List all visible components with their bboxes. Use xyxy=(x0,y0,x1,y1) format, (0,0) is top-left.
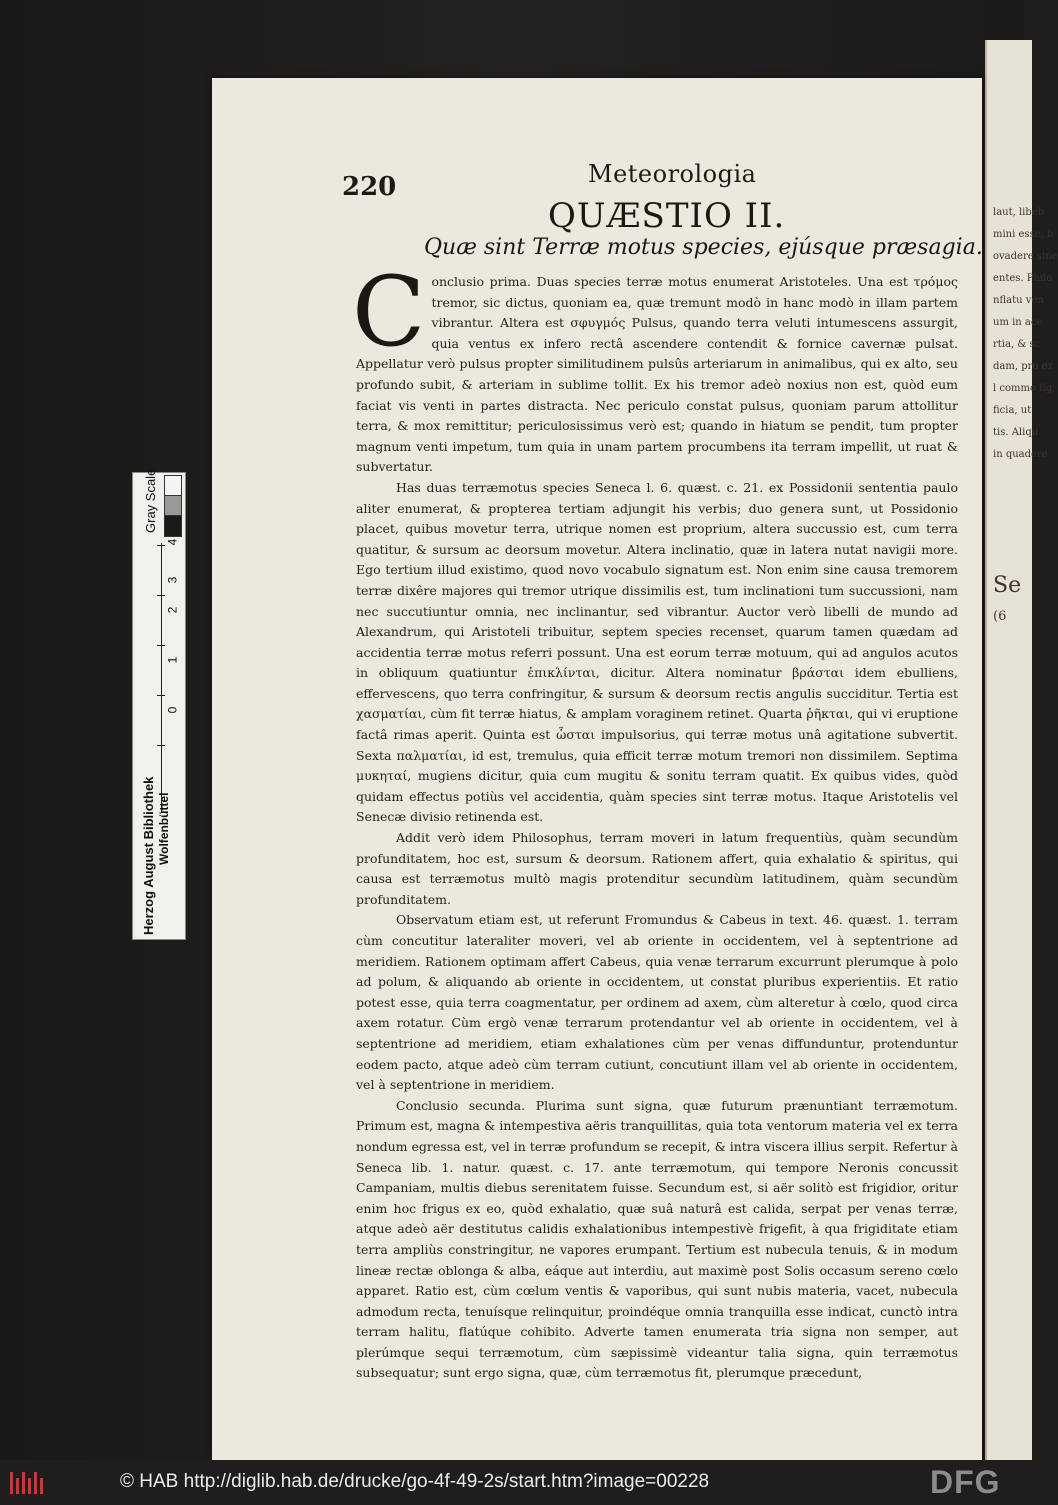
paragraph: Conclusio prima. Duas species terræ motus enumerat Aristoteles. Una est τρόμος tremor, sic dictus, quoniam ea, quæ tremunt modò in hanc modò in illam partem vibrantur. Altera est σφυγμός Pulsus, quando terra veluti intumescens assurgit, quia ventus ex infero rectâ ascendere contendit & fornice cavernæ pulsat. Appellatur verò pulsus propter similitudinem pulsûs arteriarum in animalibus, qui ex alto, seu profundo subit, & arteriam in sublime tollit. Ex his tremor adeò noxius non est, quòd eum faciat vis venti in partes distracta. Nec periculo constat pulsus, quoniam parum attollitur terra, & mox remittitur; periculosissimus verò est; quando in hiatum se pendit, tum propter magnum venti impetum, tum quia in unam partem procumbens ita terram impellit, ut ruat & subvertatur. xyxy=(352,256,958,475)
drop-cap: C xyxy=(352,256,426,368)
adjacent-page-edge xyxy=(985,40,1058,1460)
page-number: 220 xyxy=(342,172,397,202)
adjacent-text: entes. Philo xyxy=(993,273,1053,284)
hab-logo-icon xyxy=(8,1468,48,1498)
gray-swatch-light xyxy=(164,475,182,497)
question-subtitle: Quæ sint Terræ motus species, ejúsque præsagia. xyxy=(424,235,983,260)
adjacent-text: Se xyxy=(993,573,1022,598)
ruler-number: 2 xyxy=(165,606,180,614)
gray-scale-card xyxy=(132,468,186,940)
paragraph: Has duas terræmotus species Seneca l. 6. quæst. c. 21. ex Possidonii sententia paulo aliter enumerat, & propterea tertiam adjungit his verbis; duo genera sunt, ut Possidonio placet, quibus movetur terra, utrique nomen est proprium, altera succussio est, cum terra quatitur, & sursum ac deorsum movetur. Altera inclinatio, quæ in latera nutat navigii more. Ego tertium illud existimo, quod novo vocabulo signatum est. Non enim sine causa tremorem terræ dixêre majores qui tremor utrique dissimilis est, tum inclinationi tum succussioni, nam nec succutiuntur omnia, nec inclinantur, sed vibrantur. Auctor verò libelli de mundo ad Alexandrum, qui Aristoteli tribuitur, septem species recenset, quarum tamen quædam ad accidentia terræ motus referri possunt. Una est eorum terræ motuum, qui ad angulos acutos in obliquum quatiuntur ἐπικλίνται, dicitur. Altera nominatur βράσται idem ebulliens, effervescens, quo terra confringitur, & sursum & deorsum rectis angulis succiditur. Tertia est χασματίαι, cùm fit terræ hiatus, & amplam voraginem retinet. Quarta ῥῆκται, qui vi eruptione factâ rimas aperit. Quinta est ὧσται impulsorius, qui terræ motus unâ agitatione subvertit. Sexta παλματίαι, id est, tremulus, quia efficit terræ motum tremori non dissimilem. Septima μυκηταί, mugiens dicitur, quia cum mugitu & sonitu terram quatit. Ex quibus vides, quòd quidam effectus potiùs vel accidentia, quàm species sint terræ motus. Itaque Aristotelis vel Senecæ divisio retinenda est. xyxy=(356,479,958,825)
ruler-tick xyxy=(157,545,165,546)
gray-scale-label: Gray Scale xyxy=(143,468,158,533)
gray-swatch-dark xyxy=(164,515,182,537)
ruler-tick xyxy=(157,595,165,596)
adjacent-text: l commo fig xyxy=(993,383,1053,394)
ruler-number: 4 xyxy=(165,538,180,546)
ruler-number: 1 xyxy=(165,656,180,664)
library-name: Herzog August Bibliothek xyxy=(141,776,156,935)
adjacent-text: mini esse, h xyxy=(993,229,1054,240)
adjacent-text: um in ace xyxy=(993,317,1043,328)
footer-bar xyxy=(0,1460,1024,1505)
adjacent-text: dam, pro ex xyxy=(993,361,1054,372)
library-city: Wolfenbüttel xyxy=(157,792,171,865)
ruler-line xyxy=(161,543,162,813)
adjacent-text: tis. Aliqu xyxy=(993,427,1039,438)
running-head: Meteorologia xyxy=(588,160,757,188)
adjacent-text: rtia, & sc xyxy=(993,339,1041,350)
dfg-logo: DFG xyxy=(930,1464,1001,1500)
adjacent-text: ficia, ut xyxy=(993,405,1032,416)
paragraph: Addit verò idem Philosophus, terram moveri in latum frequentiùs, quàm secundùm profunditatem, hoc est, sursum & deorsum. Rationem affert, quia exhalatio & spiritus, qui causa est terræmotus multò magis protenditur secundùm latitudinem, quàm secundùm profunditatem. xyxy=(356,830,958,907)
adjacent-text: (6 xyxy=(993,609,1007,624)
adjacent-text: ovadere sine xyxy=(993,251,1058,262)
paragraph: Observatum etiam est, ut referunt Fromundus & Cabeus in text. 46. quæst. 1. terram cùm concutitur lateraliter moveri, vel ab oriente in occidentem, vel à septentrione ad meridiem. Rationem optimam affert Cabeus, quia venæ terrarum excurrunt plerumque à polo ad polum, & aliquando ab oriente in occidentem, ut constat pluribus experientiis. Et ratio potest esse, quia terra coagmentatur, per ordinem ad axem, cùm alteretur à cœlo, quod circa axem rotatur. Cùm ergò venæ terrarum protendantur vel ab oriente in occidentem, vel à septentrione ad meridiem, etiam exhalationes cùm per venas diffunduntur, protenduntur eodem pacto, atque adeò cùm terram cutiunt, concutiunt illam vel ab oriente in occidentem, vel à septentrione in meridiem. xyxy=(356,912,958,1093)
ruler-number: 0 xyxy=(165,706,180,714)
paragraph: Conclusio secunda. Plurima sunt signa, quæ futurum prænuntiant terræmotum. Primum est, magna & intempestiva aëris tranquillitas, quia tota ventorum materia vel ex terra nondum egressa est, vel in terræ profundum se recepit, & intra viscera illius serpit. Refertur à Seneca lib. 1. natur. quæst. c. 17. ante terræmotum, qui tempore Neronis concussit Campaniam, multis diebus serenitatem fuisse. Secundum est, si aër solitò est frigidior, oritur enim hoc frigus ex eo, quòd exhalatio, quæ suâ naturâ est calida, serpat per venas terræ, atque adeò aër destitutus calidis exhalationibus intempestivè frigefit, à qua frigiditate etiam terra ampliùs constringitur, ne vapores erumpant. Tertium est nubecula tenuis, & in modum lineæ rectæ oblonga & alba, eáque aut interdiu, aut maximè post Solis occasum sereno cœlo apparet. Ratio est, cùm cœlum ventis & vaporibus, qui sunt nubis materia, vacet, nubecula admodum recta, tenuísque relinquitur, proindéque omnia tranquilla esse indicat, cunctò intra terram halitu, flatúque cohibito. Adverte tamen enumerata tria signa non semper, aut plerúmque sequi terræmotum, cùm sæpissimè videantur talia signa, quin terræmotus subsequatur; sunt ergo signa, quæ, cùm terræmotus fit, plerumque præcedunt, xyxy=(356,1097,958,1381)
ruler-tick xyxy=(157,695,165,696)
footer-credit-link[interactable]: © HAB http://diglib.hab.de/drucke/go-4f-49-2s/start.htm?image=00228 xyxy=(120,1471,710,1492)
ruler-number: 3 xyxy=(165,576,180,584)
ruler-tick xyxy=(157,745,165,746)
body-text xyxy=(352,256,958,1384)
question-title: QUÆSTIO II. xyxy=(548,196,786,236)
adjacent-text: nflatu ven xyxy=(993,295,1044,306)
adjacent-text: in quadere xyxy=(993,449,1048,460)
ruler-tick xyxy=(157,645,165,646)
gray-swatch-mid xyxy=(164,495,182,517)
adjacent-text: laut, libeb xyxy=(993,207,1045,218)
